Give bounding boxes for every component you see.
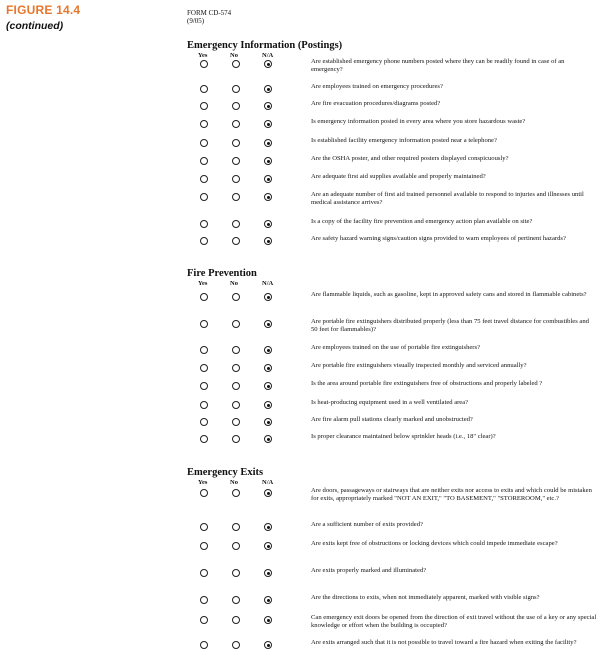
radio-yes[interactable]: [200, 435, 208, 443]
radio-no[interactable]: [232, 237, 240, 245]
radio-na[interactable]: [264, 293, 272, 301]
question-text: Are flammable liquids, such as gasoline, kept in approved safety cans and stored in flammable cabinets?: [311, 291, 587, 298]
radio-no[interactable]: [232, 401, 240, 409]
radio-yes[interactable]: [200, 320, 208, 328]
form-identifier: [187, 9, 231, 25]
figure-continued: (continued): [6, 20, 64, 32]
radio-na[interactable]: [264, 157, 272, 165]
radio-no[interactable]: [232, 569, 240, 577]
radio-no[interactable]: [232, 364, 240, 372]
question-text: Are safety hazard warning signs/caution signs provided to warn employees of pertinent hazards?: [311, 235, 566, 242]
radio-yes[interactable]: [200, 293, 208, 301]
question-text: Can emergency exit doors be opened from the direction of exit travel without the use of a key or any special knowledge or effort when the building is occupied?: [311, 614, 597, 629]
radio-yes[interactable]: [200, 641, 208, 649]
radio-na[interactable]: [264, 641, 272, 649]
radio-na[interactable]: [264, 569, 272, 577]
radio-na[interactable]: [264, 616, 272, 624]
radio-no[interactable]: [232, 435, 240, 443]
form-section: [187, 467, 597, 646]
radio-yes[interactable]: [200, 346, 208, 354]
radio-yes[interactable]: [200, 120, 208, 128]
question-text: Are employees trained on emergency procedures?: [311, 83, 443, 90]
radio-no[interactable]: [232, 489, 240, 497]
radio-yes[interactable]: [200, 616, 208, 624]
question-text: Are adequate first aid supplies available and properly maintained?: [311, 173, 486, 180]
question-text: Are the directions to exits, when not immediately apparent, marked with visible signs?: [311, 594, 540, 601]
radio-na[interactable]: [264, 120, 272, 128]
radio-yes[interactable]: [200, 401, 208, 409]
radio-yes[interactable]: [200, 85, 208, 93]
radio-na[interactable]: [264, 401, 272, 409]
question-text: Are exits arranged such that it is not possible to travel toward a fire hazard when exiting the facility?: [311, 639, 577, 646]
question-text: Is the area around portable fire extinguishers free of obstructions and properly labeled ?: [311, 380, 543, 387]
question-text: Is proper clearance maintained below sprinkler heads (i.e., 18" clear)?: [311, 433, 496, 440]
form-section: [187, 268, 597, 440]
radio-yes[interactable]: [200, 596, 208, 604]
radio-no[interactable]: [232, 157, 240, 165]
radio-yes[interactable]: [200, 157, 208, 165]
radio-no[interactable]: [232, 193, 240, 201]
form-section: [187, 40, 597, 242]
column-header-na: N/A: [262, 280, 274, 287]
question-text: Are established emergency phone numbers posted where they can be readily found in case of an emergency?: [311, 58, 565, 73]
radio-no[interactable]: [232, 102, 240, 110]
radio-na[interactable]: [264, 320, 272, 328]
radio-na[interactable]: [264, 596, 272, 604]
column-header-no: No: [230, 52, 238, 59]
radio-na[interactable]: [264, 489, 272, 497]
figure-label: FIGURE 14.4: [6, 3, 81, 17]
radio-na[interactable]: [264, 435, 272, 443]
radio-yes[interactable]: [200, 60, 208, 68]
radio-yes[interactable]: [200, 139, 208, 147]
radio-yes[interactable]: [200, 418, 208, 426]
question-text: Are portable fire extinguishers visually inspected monthly and serviced annually?: [311, 362, 527, 369]
question-text: Is established facility emergency information posted near a telephone?: [311, 137, 497, 144]
radio-no[interactable]: [232, 175, 240, 183]
radio-na[interactable]: [264, 237, 272, 245]
question-text: Are fire alarm pull stations clearly marked and unobstructed?: [311, 416, 473, 423]
question-text: Are fire evacuation procedures/diagrams posted?: [311, 100, 441, 107]
radio-na[interactable]: [264, 523, 272, 531]
figure-caption: [6, 3, 80, 32]
radio-na[interactable]: [264, 175, 272, 183]
column-header-na: N/A: [262, 52, 274, 59]
radio-no[interactable]: [232, 418, 240, 426]
radio-na[interactable]: [264, 60, 272, 68]
radio-no[interactable]: [232, 85, 240, 93]
question-text: Is a copy of the facility fire prevention and emergency action plan available on site?: [311, 218, 533, 225]
radio-yes[interactable]: [200, 489, 208, 497]
question-text: Are an adequate number of first aid trained personnel available to respond to injuries and illnesses until medical assistance arrives?: [311, 191, 584, 206]
radio-no[interactable]: [232, 616, 240, 624]
radio-na[interactable]: [264, 542, 272, 550]
question-text: Are exits properly marked and illuminated?: [311, 567, 427, 574]
radio-na[interactable]: [264, 418, 272, 426]
radio-yes[interactable]: [200, 102, 208, 110]
radio-yes[interactable]: [200, 237, 208, 245]
question-text: Are employees trained on the use of portable fire extinguishers?: [311, 344, 480, 351]
radio-yes[interactable]: [200, 523, 208, 531]
form-number: FORM CD-574: [187, 9, 232, 17]
question-text: Is heat-producing equipment used in a well ventilated area?: [311, 399, 469, 406]
section-title: Emergency Exits: [187, 467, 264, 478]
radio-yes[interactable]: [200, 193, 208, 201]
radio-na[interactable]: [264, 220, 272, 228]
radio-no[interactable]: [232, 641, 240, 649]
radio-yes[interactable]: [200, 364, 208, 372]
radio-no[interactable]: [232, 120, 240, 128]
radio-no[interactable]: [232, 382, 240, 390]
section-title: Emergency Information (Postings): [187, 40, 343, 51]
column-header-yes: Yes: [198, 52, 208, 59]
question-text: Are doors, passageways or stairways that are neither exits nor access to exits and which could be mistaken for exits, appropriately marked "NOT AN EXIT," "TO BASEMENT," "STOREROOM," etc.?: [311, 487, 592, 502]
column-header-yes: Yes: [198, 479, 208, 486]
question-text: Are a sufficient number of exits provided?: [311, 521, 423, 528]
form-date: (9/05): [187, 17, 205, 25]
column-header-yes: Yes: [198, 280, 208, 287]
question-text: Are portable fire extinguishers distributed properly (less than 75 feet travel distance for combustibles and 50 feet for flammables)?: [311, 318, 589, 333]
question-text: Are exits kept free of obstructions or locking devices which could impede immediate escape?: [311, 540, 558, 547]
radio-no[interactable]: [232, 320, 240, 328]
radio-no[interactable]: [232, 523, 240, 531]
column-header-no: No: [230, 479, 238, 486]
radio-no[interactable]: [232, 220, 240, 228]
radio-yes[interactable]: [200, 382, 208, 390]
radio-no[interactable]: [232, 60, 240, 68]
radio-yes[interactable]: [200, 542, 208, 550]
radio-no[interactable]: [232, 293, 240, 301]
radio-yes[interactable]: [200, 220, 208, 228]
radio-yes[interactable]: [200, 175, 208, 183]
radio-yes[interactable]: [200, 569, 208, 577]
radio-no[interactable]: [232, 139, 240, 147]
radio-na[interactable]: [264, 382, 272, 390]
radio-na[interactable]: [264, 102, 272, 110]
section-title: Fire Prevention: [187, 268, 257, 279]
radio-no[interactable]: [232, 346, 240, 354]
column-headers: [187, 280, 597, 289]
question-text: Are the OSHA poster, and other required posters displayed conspicuously?: [311, 155, 509, 162]
column-header-no: No: [230, 280, 238, 287]
radio-no[interactable]: [232, 596, 240, 604]
radio-na[interactable]: [264, 139, 272, 147]
question-text: Is emergency information posted in every area where you store hazardous waste?: [311, 118, 526, 125]
radio-na[interactable]: [264, 85, 272, 93]
radio-na[interactable]: [264, 364, 272, 372]
radio-na[interactable]: [264, 346, 272, 354]
radio-na[interactable]: [264, 193, 272, 201]
column-header-na: N/A: [262, 479, 274, 486]
radio-no[interactable]: [232, 542, 240, 550]
